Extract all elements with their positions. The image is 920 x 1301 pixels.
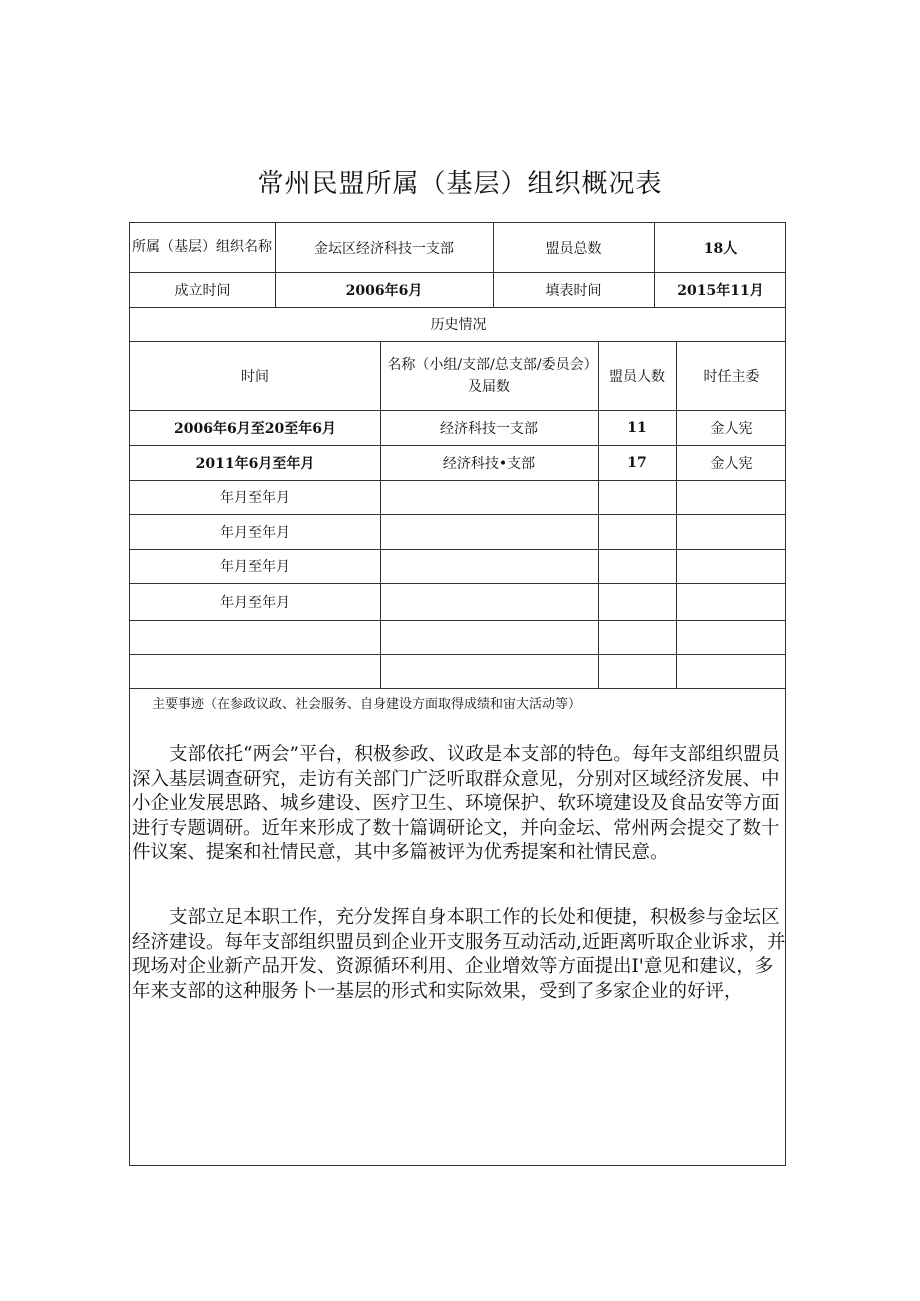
history-header-name: 名称（小组/支部/总支部/委员会）及届数: [387, 356, 591, 395]
history-row-chair: 金人宪: [710, 455, 753, 472]
overview-table: [129, 222, 786, 1166]
members-total-label: 盟员总数: [545, 240, 602, 257]
founded-value: 2006年6月: [345, 282, 423, 299]
history-row-count: 17: [627, 454, 647, 471]
history-header-time: 时间: [241, 368, 269, 385]
history-row-name: [380, 620, 598, 654]
history-row-count: [598, 654, 676, 688]
filled-value: 2015年11月: [677, 282, 764, 299]
history-row-time: 年月至年月: [220, 524, 290, 541]
achievements-label: 主要事迹（在参政议政、社会服务、自身建设方面取得成绩和宙大活动等）: [152, 697, 582, 712]
history-row-count: [598, 480, 676, 514]
history-row-chair: [676, 480, 787, 514]
history-row-time: 年月至年月: [220, 490, 290, 506]
history-row-time: 2011年6月至年月: [195, 455, 315, 472]
history-section-label: 历史情况: [430, 317, 487, 333]
history-header-count: 盟员人数: [609, 368, 665, 385]
history-row-chair: 金人宪: [710, 420, 753, 437]
achievements-paragraph: 支部依托“两会”平台，积极参政、议政是本支部的特色。每年支部组织盟员深入基层调查研究，走访有关部门广泛听取群众意见，分别对区域经济发展、中小企业发展思路、城乡建设、医疗卫生、环境保护、软环境建设及食品安等方面进行专题调研。近年来形成了数十篇调研论文，并向金坛、常州两会提交了数十件议案、提案和社情民意，其中多篇被评为优秀提案和社情民意。: [132, 744, 780, 863]
org-name-label: 所属（基层）组织名称: [132, 239, 272, 255]
history-row-name: [380, 480, 598, 514]
history-row-name: 经济科技一支部: [440, 420, 538, 437]
history-row-count: [598, 514, 676, 549]
history-row-name: [380, 549, 598, 583]
history-row-time: 年月至年月: [220, 594, 290, 611]
history-row-chair: [676, 620, 787, 654]
history-row-count: [598, 549, 676, 583]
history-row-time: [130, 620, 380, 654]
history-row-chair: [676, 654, 787, 688]
history-row-time: 年月至年月: [220, 559, 290, 575]
history-row-time: [130, 654, 380, 688]
history-row-name: [380, 654, 598, 688]
org-name-value: 金坛区经济科技一支部: [314, 240, 454, 257]
history-row-chair: [676, 583, 787, 620]
page-title: 常州民盟所属（基层）组织概况表: [257, 169, 663, 199]
filled-label: 填表时间: [545, 282, 602, 299]
history-row-name: [380, 514, 598, 549]
founded-label: 成立时间: [174, 282, 231, 299]
history-row-name: 经济科技•支部: [442, 455, 536, 472]
history-row-count: [598, 583, 676, 620]
history-row-count: 11: [627, 419, 647, 436]
history-row-chair: [676, 514, 787, 549]
history-header-chair: 时任主委: [703, 368, 760, 385]
achievements-paragraph: 支部立足本职工作，充分发挥自身本职工作的长处和便捷，积极参与金坛区经济建设。每年支部组织盟员到企业开支服务互动活动,近距离听取企业诉求，并现场对企业新产品开发、资源循环利用、企业增效等方面提出I'意见和建议，多年来支部的这种服务卜一基层的形式和实际效果，受到了多家企业的好评，: [132, 907, 786, 1002]
members-total-value: 18人: [703, 240, 738, 257]
history-row-chair: [676, 549, 787, 583]
history-row-time: 2006年6月至20至年6月: [174, 420, 336, 437]
history-row-name: [380, 583, 598, 620]
history-row-count: [598, 620, 676, 654]
